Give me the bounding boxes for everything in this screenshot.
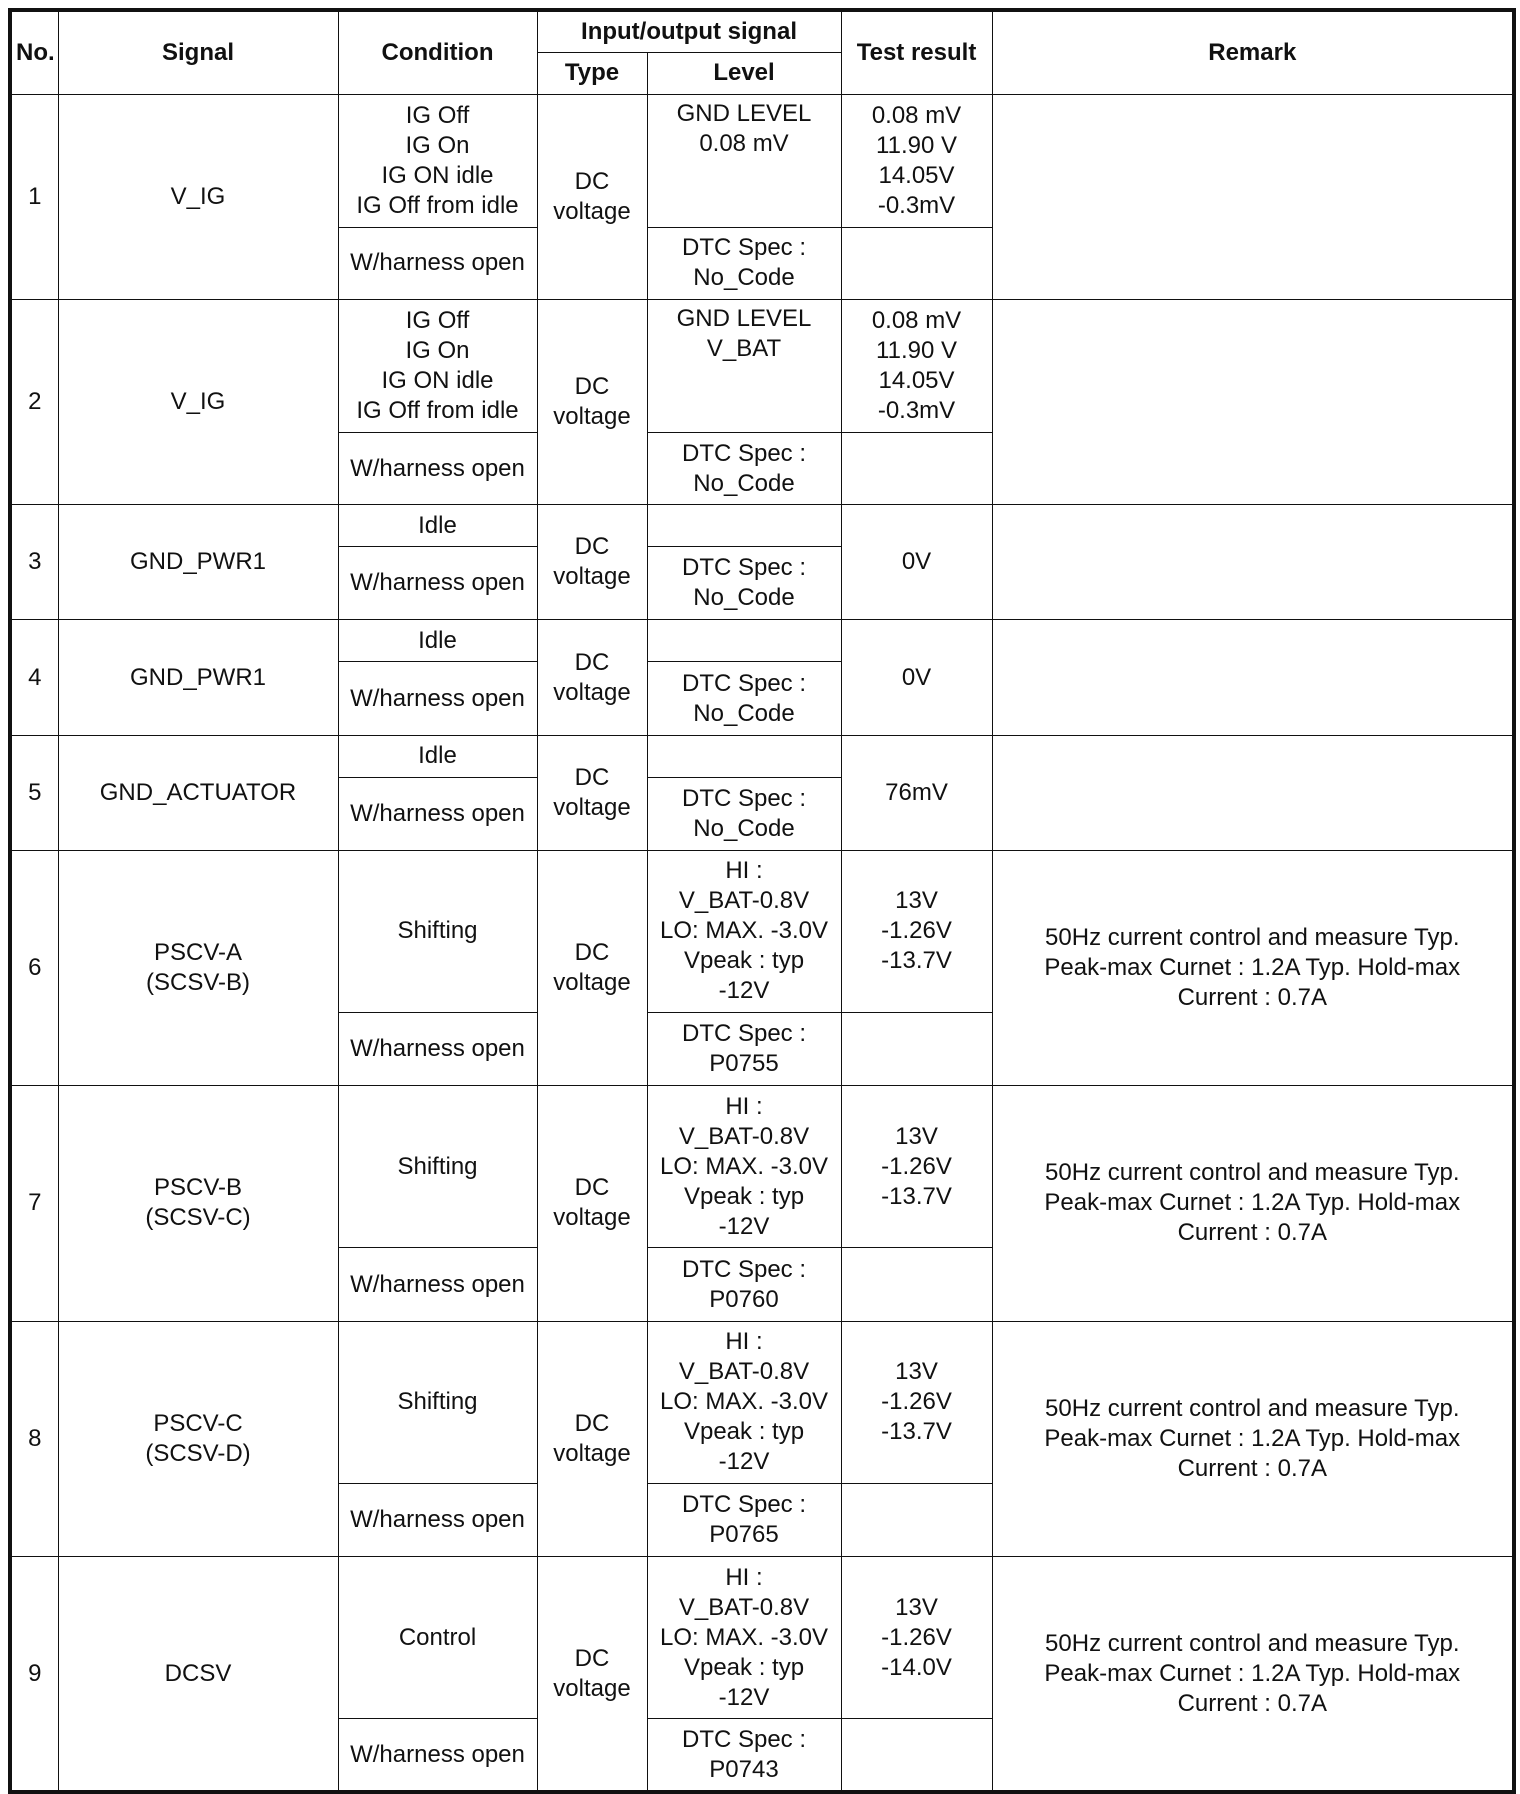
cell-line: DC (574, 533, 610, 561)
cell-line: voltage (553, 1674, 631, 1702)
cell-line: Vpeak : typ (683, 947, 805, 975)
cell-line: voltage (553, 968, 631, 996)
cell-test-result (841, 620, 992, 735)
cell-line: GND LEVEL (676, 304, 812, 332)
cell-line: IG On (405, 336, 470, 364)
cell-level (647, 1557, 841, 1719)
cell-line: -13.7V (881, 1182, 952, 1210)
cell-no: 5 (10, 735, 58, 850)
cell-line: Control (398, 1623, 477, 1651)
cell-condition (338, 505, 537, 547)
cell-line: (SCSV-D) (145, 1439, 251, 1467)
cell-level (647, 299, 841, 432)
cell-line: GND LEVEL (676, 99, 812, 127)
cell-level (647, 620, 841, 662)
cell-line: V_BAT (706, 334, 782, 362)
cell-line: LO: MAX. -3.0V (659, 1623, 829, 1651)
cell-type (537, 1557, 647, 1793)
cell-signal (58, 620, 338, 735)
cell-remark (992, 505, 1514, 620)
cell-line: Current : 0.7A (1177, 1454, 1327, 1482)
cell-test-result (841, 299, 992, 432)
cell-condition (338, 735, 537, 777)
cell-line: 14.05V (878, 366, 955, 394)
cell-line: -12V (718, 977, 770, 1005)
cell-line: 0.08 mV (871, 306, 962, 334)
cell-type (537, 1086, 647, 1321)
cell-line: Idle (418, 626, 457, 654)
cell-line: Vpeak : typ (683, 1182, 805, 1210)
header-test-result: Test result (841, 10, 992, 94)
cell-line: 50Hz current control and measure Typ. (1045, 1629, 1460, 1657)
header-no: No. (10, 10, 58, 94)
cell-test-result (841, 505, 992, 620)
cell-line: DTC Spec : (681, 439, 807, 467)
cell-line: IG Off from idle (356, 191, 519, 219)
cell-test-result (841, 1321, 992, 1483)
cell-remark (992, 1321, 1514, 1556)
cell-line: DC (574, 938, 610, 966)
cell-line: -1.26V (881, 1623, 952, 1651)
cell-line: No_Code (693, 584, 795, 612)
cell-line: DTC Spec : (681, 784, 807, 812)
cell-remark (992, 735, 1514, 850)
cell-signal (58, 1086, 338, 1321)
cell-line: 11.90 V (876, 131, 957, 159)
cell-line: 0V (901, 663, 932, 691)
cell-test-result (841, 850, 992, 1012)
cell-line: voltage (553, 563, 631, 591)
cell-line: 13V (895, 1122, 938, 1150)
cell-condition (338, 227, 537, 299)
cell-line: HI : (725, 857, 763, 885)
cell-type (537, 620, 647, 735)
cell-type (537, 1321, 647, 1556)
cell-line: V_IG (170, 182, 226, 210)
cell-line: DCSV (164, 1659, 232, 1687)
cell-level (647, 547, 841, 620)
cell-line: 0V (901, 548, 932, 576)
cell-no: 4 (10, 620, 58, 735)
cell-condition (338, 1483, 537, 1556)
cell-remark (992, 94, 1514, 299)
cell-level (647, 662, 841, 735)
cell-line: LO: MAX. -3.0V (659, 917, 829, 945)
cell-line: PSCV-B (153, 1174, 243, 1202)
cell-line: Shifting (397, 1388, 478, 1416)
cell-line: -0.3mV (877, 191, 956, 219)
cell-level (647, 505, 841, 547)
cell-test-result (841, 1557, 992, 1719)
cell-line: Peak-max Curnet : 1.2A Typ. Hold-max (1044, 1189, 1461, 1217)
cell-line: -12V (718, 1448, 770, 1476)
cell-line: -1.26V (881, 1388, 952, 1416)
cell-condition (338, 777, 537, 850)
cell-no: 3 (10, 505, 58, 620)
cell-line: IG ON idle (381, 366, 494, 394)
cell-level (647, 1013, 841, 1086)
cell-line: W/harness open (350, 249, 525, 277)
cell-line: No_Code (693, 264, 795, 292)
cell-line: P0755 (709, 1050, 779, 1078)
cell-remark (992, 1557, 1514, 1793)
cell-test-result (841, 1248, 992, 1321)
cell-line: Current : 0.7A (1177, 1689, 1327, 1717)
cell-line: -1.26V (881, 1152, 952, 1180)
cell-line: GND_PWR1 (129, 663, 267, 691)
cell-line: DTC Spec : (681, 1255, 807, 1283)
cell-line: PSCV-A (153, 938, 243, 966)
cell-line: HI : (725, 1328, 763, 1356)
cell-remark (992, 850, 1514, 1085)
cell-condition (338, 662, 537, 735)
cell-line: No_Code (693, 699, 795, 727)
cell-condition (338, 850, 537, 1012)
cell-line: voltage (553, 1439, 631, 1467)
cell-condition (338, 1248, 537, 1321)
cell-line: No_Code (693, 814, 795, 842)
cell-line: Peak-max Curnet : 1.2A Typ. Hold-max (1044, 953, 1461, 981)
cell-condition (338, 620, 537, 662)
cell-condition (338, 299, 537, 432)
cell-line: DC (574, 167, 610, 195)
io-signal-test-table (8, 8, 1516, 1794)
cell-level (647, 777, 841, 850)
cell-condition (338, 1013, 537, 1086)
cell-line: IG Off (405, 306, 470, 334)
cell-line: Current : 0.7A (1177, 983, 1327, 1011)
cell-level (647, 227, 841, 299)
cell-line: Vpeak : typ (683, 1418, 805, 1446)
cell-type (537, 299, 647, 504)
cell-type (537, 505, 647, 620)
header-signal: Signal (58, 10, 338, 94)
cell-condition (338, 94, 537, 227)
header-level: Level (647, 52, 841, 94)
cell-line: W/harness open (350, 799, 525, 827)
cell-test-result (841, 1013, 992, 1086)
cell-line: -12V (718, 1683, 770, 1711)
cell-signal (58, 1557, 338, 1793)
cell-line: DTC Spec : (681, 1020, 807, 1048)
cell-line: DC (574, 1644, 610, 1672)
cell-level (647, 850, 841, 1012)
cell-line: 13V (895, 887, 938, 915)
cell-line: DTC Spec : (681, 554, 807, 582)
cell-level (647, 1321, 841, 1483)
cell-line: -0.3mV (877, 396, 956, 424)
cell-level (647, 1248, 841, 1321)
cell-line: W/harness open (350, 1035, 525, 1063)
cell-line: HI : (725, 1563, 763, 1591)
cell-signal (58, 735, 338, 850)
cell-type (537, 735, 647, 850)
cell-line: 13V (895, 1358, 938, 1386)
cell-level (647, 94, 841, 227)
header-type: Type (537, 52, 647, 94)
cell-line: V_IG (170, 388, 226, 416)
cell-line: voltage (553, 1204, 631, 1232)
cell-test-result (841, 94, 992, 227)
cell-line: (SCSV-B) (145, 968, 250, 996)
cell-line: 0.08 mV (871, 101, 962, 129)
cell-line: P0765 (709, 1520, 779, 1548)
cell-test-result (841, 1086, 992, 1248)
cell-line: PSCV-C (153, 1409, 243, 1437)
cell-line: Idle (418, 742, 457, 770)
cell-line: W/harness open (350, 1740, 525, 1768)
cell-line: -13.7V (881, 947, 952, 975)
cell-line: DC (574, 1409, 610, 1437)
cell-line: W/harness open (350, 454, 525, 482)
cell-line: V_BAT-0.8V (678, 1358, 810, 1386)
cell-condition (338, 433, 537, 505)
cell-line: DC (574, 648, 610, 676)
cell-type (537, 94, 647, 299)
cell-no: 2 (10, 299, 58, 504)
cell-line: DC (574, 1174, 610, 1202)
cell-line: V_BAT-0.8V (678, 1122, 810, 1150)
cell-remark (992, 1086, 1514, 1321)
cell-line: -13.7V (881, 1418, 952, 1446)
cell-line: DTC Spec : (681, 1725, 807, 1753)
cell-condition (338, 547, 537, 620)
cell-line: 50Hz current control and measure Typ. (1045, 1394, 1460, 1422)
cell-line: DTC Spec : (681, 669, 807, 697)
cell-no: 6 (10, 850, 58, 1085)
cell-line: IG On (405, 131, 470, 159)
cell-line: W/harness open (350, 684, 525, 712)
cell-line: voltage (553, 793, 631, 821)
cell-line: 13V (895, 1593, 938, 1621)
cell-line: DC (574, 373, 610, 401)
cell-line: voltage (553, 197, 631, 225)
cell-line: IG ON idle (381, 161, 494, 189)
cell-line: 14.05V (878, 161, 955, 189)
cell-no: 8 (10, 1321, 58, 1556)
cell-remark (992, 299, 1514, 504)
cell-level (647, 1086, 841, 1248)
cell-condition (338, 1086, 537, 1248)
cell-remark (992, 620, 1514, 735)
header-io-signal: Input/output signal (537, 10, 841, 52)
cell-test-result (841, 227, 992, 299)
cell-line: No_Code (693, 469, 795, 497)
cell-line: voltage (553, 678, 631, 706)
cell-level (647, 1483, 841, 1556)
cell-line: DC (574, 763, 610, 791)
cell-line: W/harness open (350, 1270, 525, 1298)
cell-test-result (841, 1483, 992, 1556)
cell-line: Peak-max Curnet : 1.2A Typ. Hold-max (1044, 1659, 1461, 1687)
cell-line: W/harness open (350, 569, 525, 597)
cell-line: W/harness open (350, 1505, 525, 1533)
cell-line: -14.0V (881, 1653, 952, 1681)
cell-line: IG Off (405, 101, 470, 129)
cell-line: Shifting (397, 1152, 478, 1180)
cell-line: IG Off from idle (356, 396, 519, 424)
cell-line: LO: MAX. -3.0V (659, 1388, 829, 1416)
cell-level (647, 433, 841, 505)
cell-line: DTC Spec : (681, 234, 807, 262)
cell-line: Vpeak : typ (683, 1653, 805, 1681)
cell-condition (338, 1719, 537, 1792)
cell-line: Current : 0.7A (1177, 1219, 1327, 1247)
cell-line: voltage (553, 403, 631, 431)
cell-signal (58, 299, 338, 504)
cell-line: -12V (718, 1212, 770, 1240)
cell-line: 50Hz current control and measure Typ. (1045, 923, 1460, 951)
cell-condition (338, 1321, 537, 1483)
cell-test-result (841, 735, 992, 850)
cell-line: P0743 (709, 1755, 779, 1783)
cell-line: GND_PWR1 (129, 548, 267, 576)
cell-test-result (841, 433, 992, 505)
cell-type (537, 850, 647, 1085)
cell-no: 9 (10, 1557, 58, 1793)
cell-line: P0760 (709, 1285, 779, 1313)
cell-line: V_BAT-0.8V (678, 887, 810, 915)
header-remark: Remark (992, 10, 1514, 94)
cell-line: 50Hz current control and measure Typ. (1045, 1159, 1460, 1187)
cell-no: 1 (10, 94, 58, 299)
cell-line: 0.08 mV (699, 129, 789, 157)
cell-line: GND_ACTUATOR (99, 778, 297, 806)
cell-level (647, 1719, 841, 1792)
cell-condition (338, 1557, 537, 1719)
cell-line: 76mV (885, 778, 948, 806)
cell-signal (58, 505, 338, 620)
cell-line: V_BAT-0.8V (678, 1593, 810, 1621)
cell-no: 7 (10, 1086, 58, 1321)
cell-line: HI : (725, 1092, 763, 1120)
cell-line: Peak-max Curnet : 1.2A Typ. Hold-max (1044, 1424, 1461, 1452)
cell-line: Shifting (397, 917, 478, 945)
cell-line: LO: MAX. -3.0V (659, 1152, 829, 1180)
cell-line: -1.26V (881, 917, 952, 945)
cell-level (647, 735, 841, 777)
cell-signal (58, 1321, 338, 1556)
cell-signal (58, 850, 338, 1085)
cell-line: (SCSV-C) (145, 1204, 251, 1232)
cell-signal (58, 94, 338, 299)
cell-line: 11.90 V (876, 336, 957, 364)
cell-test-result (841, 1719, 992, 1792)
header-condition: Condition (338, 10, 537, 94)
cell-line: Idle (418, 511, 457, 539)
cell-line: DTC Spec : (681, 1490, 807, 1518)
